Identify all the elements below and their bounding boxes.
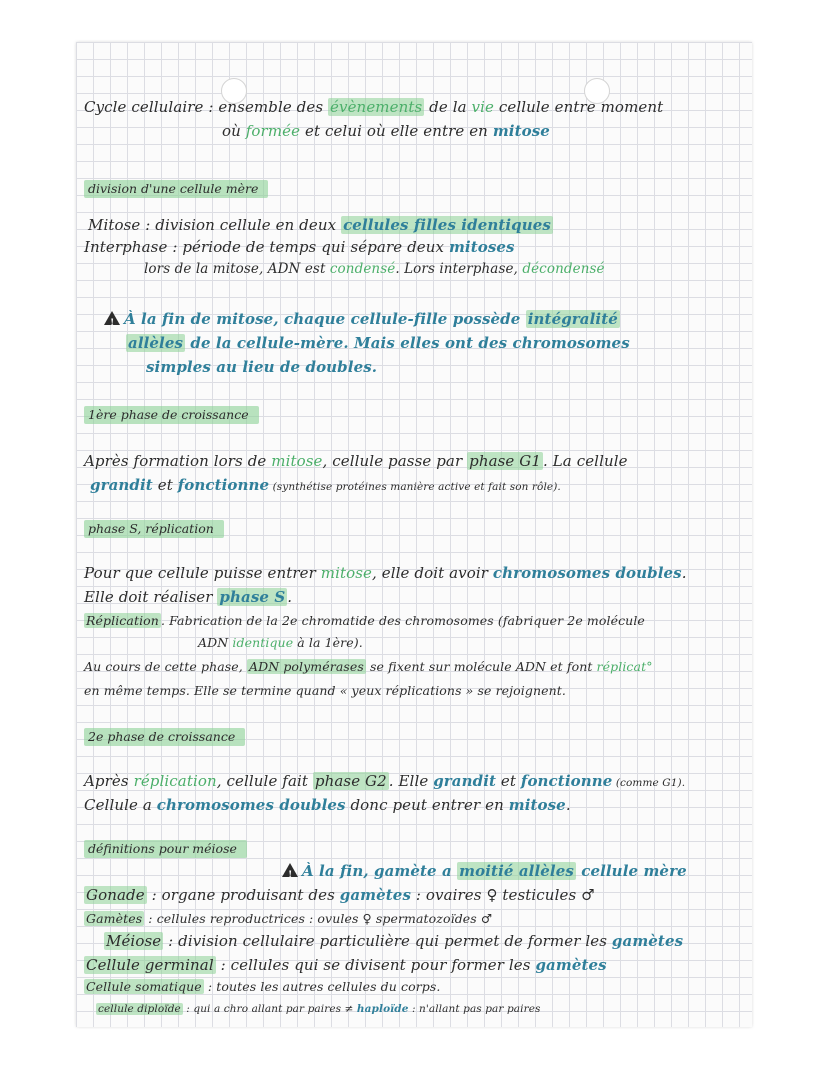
keyword: vie: [471, 98, 494, 116]
keyword: phase G1: [469, 452, 541, 470]
text: : période de temps qui sépare deux: [167, 238, 449, 256]
keyword: mitose: [271, 452, 323, 470]
keyword: réplication: [133, 772, 217, 790]
s-line-4: [198, 632, 744, 654]
text: Cellule a: [84, 796, 157, 814]
mitose-definition: [88, 214, 744, 236]
term-cellule-somatique: Cellule somatique: [86, 979, 202, 994]
text: .: [287, 588, 293, 606]
text: se fixent sur molécule ADN et font: [365, 659, 597, 674]
text: en même temps. Elle se termine quand « yeux réplications » se rejoignent.: [84, 683, 566, 698]
keyword: intégralité: [527, 310, 618, 328]
text: lors de la mitose, ADN est: [144, 261, 330, 277]
warning-line-1: [104, 308, 744, 330]
term-cellule-germinale: Cellule germinal: [86, 956, 214, 974]
keyword: grandit: [90, 476, 153, 494]
note-text: À la fin, gamète a: [302, 862, 458, 880]
text: . Elle: [388, 772, 434, 790]
text: : ensemble des: [203, 98, 329, 116]
text: et: [496, 772, 521, 790]
keyword: mitose: [492, 122, 550, 140]
text: . Fabrication de la 2e chromatide des chromosomes (fabriquer 2e molécule: [160, 613, 645, 628]
keyword: moitié allèles: [459, 862, 574, 880]
warning-line-2: [126, 332, 744, 354]
warning-text: de la cellule-mère. Mais elles ont des chromosomes: [185, 334, 630, 352]
g1-line-2: [90, 474, 744, 498]
text: , elle doit avoir: [372, 564, 493, 582]
def-meiose: [104, 930, 744, 952]
text: , cellule fait: [216, 772, 313, 790]
note-text: cellule mère: [575, 862, 687, 880]
term-mitose: Mitose: [88, 216, 141, 234]
warning-icon: [104, 311, 120, 325]
text: : division cellule en deux: [140, 216, 342, 234]
text: Après formation lors de: [84, 452, 272, 470]
s-line-2: [84, 586, 744, 608]
term-gametes: Gamètes: [86, 911, 143, 926]
section-heading-division: division d'une cellule mère: [84, 180, 268, 198]
keyword: cellules filles identiques: [343, 216, 551, 234]
term-haploide: haploïde: [356, 1003, 409, 1015]
s-line-5: [84, 656, 744, 678]
text: Après: [84, 772, 134, 790]
cycle-definition-line-1: [84, 96, 744, 118]
text: : cellules qui se divisent pour former les: [215, 956, 536, 974]
keyword: évènements: [330, 98, 423, 116]
text: . Lors interphase,: [395, 261, 523, 277]
keyword: gamètes: [339, 886, 411, 904]
def-cellule-germinale: [84, 954, 744, 976]
text: .: [681, 564, 687, 582]
text: : division cellulaire particulière qui permet de former les: [163, 932, 612, 950]
keyword: mitoses: [448, 238, 515, 256]
section-heading-g2: 2e phase de croissance: [84, 728, 245, 746]
text: et celui où elle entre en: [300, 122, 493, 140]
def-gonade: [84, 884, 744, 906]
text: (synthétise protéines manière active et fait son rôle).: [269, 481, 561, 493]
text: : qui a chro allant par paires ≠: [182, 1003, 357, 1015]
text: donc peut entrer en: [345, 796, 509, 814]
text: Au cours de cette phase,: [84, 659, 247, 674]
g1-line-1: [84, 450, 744, 472]
text: (comme G1).: [612, 777, 686, 789]
keyword: gamètes: [611, 932, 684, 950]
text: Pour que cellule puisse entrer: [84, 564, 321, 582]
term-cycle-cellulaire: Cycle cellulaire: [84, 98, 204, 116]
text: : ovaires ♀ testicules ♂: [411, 886, 595, 904]
meiose-note: [282, 860, 744, 882]
keyword: décondensé: [522, 261, 605, 277]
keyword: réplicat°: [596, 659, 653, 674]
keyword: ADN polymérases: [248, 659, 364, 674]
section-heading-phase-s: phase S, réplication: [84, 520, 224, 538]
keyword: mitose: [320, 564, 373, 582]
term-diploide: cellule diploïde: [98, 1003, 181, 1015]
def-diploide-haploide: [96, 998, 744, 1020]
keyword: phase G2: [314, 772, 387, 790]
text: Elle doit réaliser: [84, 588, 218, 606]
s-line-1: [84, 562, 744, 584]
interphase-definition: [84, 236, 744, 258]
notebook-page: [76, 42, 752, 1027]
term-gonade: Gonade: [86, 886, 145, 904]
def-cellule-somatique: [84, 976, 744, 998]
warning-text: À la fin de mitose, chaque cellule-fille possède: [124, 310, 526, 328]
keyword: mitose: [508, 796, 566, 814]
text: : toutes les autres cellules du corps.: [203, 979, 441, 994]
text: , cellule passe par: [322, 452, 468, 470]
text: ADN: [198, 635, 233, 650]
text: . La cellule: [543, 452, 628, 470]
keyword: chromosomes doubles: [492, 564, 682, 582]
term-replication: Réplication: [86, 613, 159, 628]
s-line-3: [84, 610, 744, 632]
term-interphase: Interphase: [84, 238, 168, 256]
text: cellule entre moment: [493, 98, 664, 116]
text: : organe produisant des: [146, 886, 340, 904]
keyword: fonctionne: [177, 476, 270, 494]
warning-line-3: [146, 356, 744, 378]
keyword: identique: [232, 635, 294, 650]
section-heading-definitions: définitions pour méiose: [84, 840, 247, 858]
keyword: condensé: [329, 261, 396, 277]
warning-text: simples au lieu de doubles.: [146, 358, 378, 376]
keyword: chromosomes doubles: [156, 796, 346, 814]
keyword: grandit: [433, 772, 497, 790]
condensation-line: [144, 258, 744, 280]
g2-line-2: [84, 794, 744, 816]
text: où: [222, 122, 246, 140]
text: de la: [424, 98, 472, 116]
notes-content: [76, 42, 752, 1027]
cycle-definition-line-2: [222, 120, 744, 142]
keyword: gamètes: [535, 956, 607, 974]
g2-line-1: [84, 770, 744, 794]
def-gametes: [84, 908, 744, 930]
section-heading-g1: 1ère phase de croissance: [84, 406, 259, 424]
text: : cellules reproductrices : ovules ♀ spermatozoïdes ♂: [144, 911, 493, 926]
keyword: fonctionne: [520, 772, 613, 790]
term-meiose: Méiose: [106, 932, 162, 950]
keyword: phase S: [219, 588, 286, 606]
text: : n'allant pas par paires: [408, 1003, 541, 1015]
text: .: [565, 796, 571, 814]
keyword: allèles: [128, 334, 184, 352]
s-line-6: [84, 680, 744, 702]
text: à la 1ère).: [293, 635, 363, 650]
keyword: formée: [245, 122, 301, 140]
text: et: [152, 476, 178, 494]
warning-icon: [282, 863, 298, 877]
